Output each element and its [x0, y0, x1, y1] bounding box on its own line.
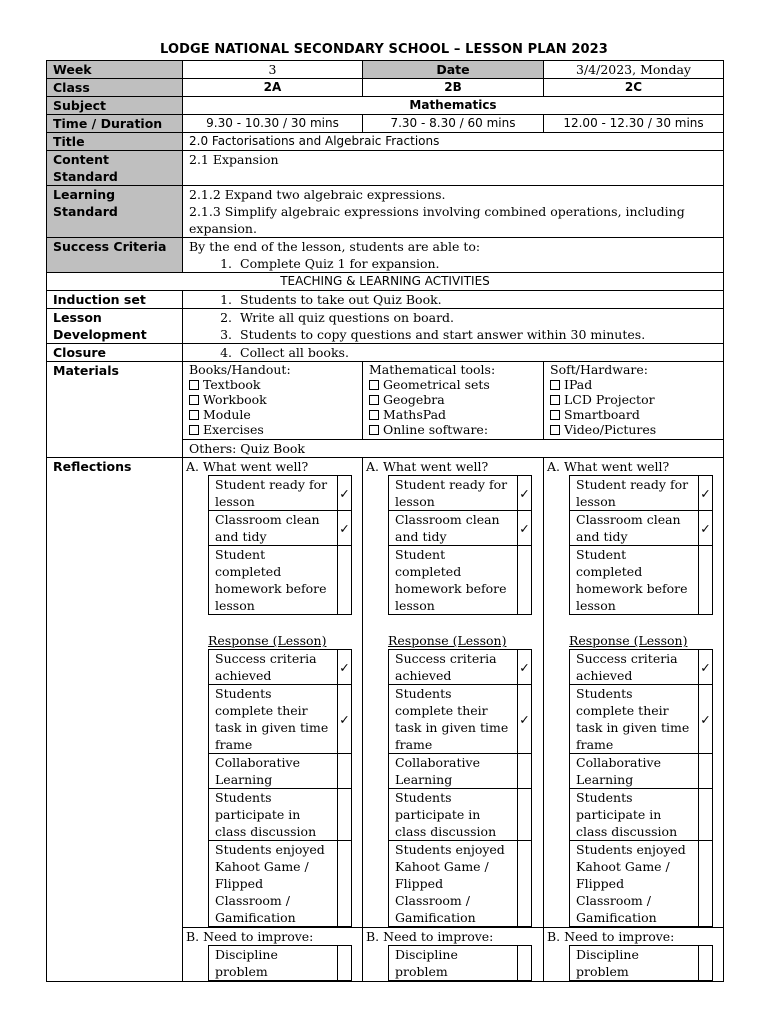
went-well-item: Student ready for lesson: [209, 476, 338, 511]
success-criteria-value: [183, 238, 724, 273]
table-row: [209, 476, 352, 511]
hardware-option: [550, 392, 717, 407]
table-row: [389, 650, 532, 685]
hardware-heading: Soft/Hardware:: [550, 362, 649, 377]
went-well-item: Student completed homework before lesson: [570, 546, 699, 615]
table-row: [389, 546, 532, 615]
checkbox-label: Geometrical sets: [383, 377, 490, 392]
checkbox-label: MathsPad: [383, 407, 447, 422]
check-cell[interactable]: [518, 650, 532, 685]
checkbox-label: Online software:: [383, 422, 489, 437]
checkbox-label: Smartboard: [564, 407, 640, 422]
hardware-option: [550, 407, 717, 422]
check-cell[interactable]: [518, 511, 532, 546]
went-well-table: [569, 475, 713, 615]
table-row: [209, 650, 352, 685]
checkbox[interactable]: [550, 395, 560, 405]
learning-standard-row: [47, 186, 724, 238]
development-label: Lesson Development: [47, 309, 183, 344]
development-list: [189, 309, 717, 343]
lesson-plan-table: [46, 60, 724, 982]
table-row: [209, 754, 352, 789]
response-item: Collaborative Learning: [389, 754, 518, 789]
table-row: [209, 789, 352, 841]
table-row: [389, 841, 532, 927]
materials-label: Materials: [47, 362, 183, 458]
table-row: [209, 841, 352, 927]
activities-header-row: [47, 273, 724, 291]
development-value: [183, 309, 724, 344]
check-icon: ✓: [700, 711, 711, 727]
reflections-label: Reflections: [47, 458, 183, 982]
closure-list: [189, 344, 717, 361]
check-cell[interactable]: [518, 789, 532, 841]
math-tools-option: [369, 422, 537, 437]
development-item: 3. Students to copy questions and start answer within 30 minutes.: [236, 326, 717, 343]
checkbox[interactable]: [189, 425, 199, 435]
response-item: Success criteria achieved: [570, 650, 699, 685]
checkbox[interactable]: [189, 410, 199, 420]
response-table: [208, 649, 352, 927]
title-row: [47, 133, 724, 151]
check-cell[interactable]: [518, 946, 532, 981]
reflections-column-2c: [544, 458, 724, 982]
document-title: LODGE NATIONAL SECONDARY SCHOOL – LESSON PLAN 2023: [160, 42, 608, 57]
check-icon: ✓: [519, 659, 530, 675]
reflections-column-2b: [363, 458, 544, 982]
check-cell[interactable]: [338, 476, 352, 511]
table-row: [209, 946, 352, 981]
went-well-item: Student ready for lesson: [570, 476, 699, 511]
response-item: Students enjoyed Kahoot Game / Flipped Classroom / Gamification: [389, 841, 518, 927]
date-value: 3/4/2023, Monday: [544, 61, 724, 79]
check-cell[interactable]: [699, 841, 713, 927]
check-icon: ✓: [700, 659, 711, 675]
checkbox[interactable]: [550, 410, 560, 420]
check-cell[interactable]: [338, 946, 352, 981]
check-cell[interactable]: [518, 685, 532, 754]
closure-value: [183, 344, 724, 362]
materials-books: [183, 362, 363, 440]
check-cell[interactable]: [338, 841, 352, 927]
subject-value: Mathematics: [183, 97, 724, 115]
went-well-item: Classroom clean and tidy: [209, 511, 338, 546]
check-cell[interactable]: [699, 546, 713, 615]
checkbox-label: Exercises: [203, 422, 264, 437]
checkbox[interactable]: [369, 425, 379, 435]
math-tools-option: [369, 377, 537, 392]
response-item: Collaborative Learning: [209, 754, 338, 789]
went-well-table: [388, 475, 532, 615]
check-icon: ✓: [339, 485, 350, 501]
time-2b: 7.30 - 8.30 / 60 mins: [363, 115, 544, 133]
response-item: Students participate in class discussion: [570, 789, 699, 841]
success-criteria-list: [189, 255, 717, 272]
books-heading: Books/Handout:: [189, 362, 291, 377]
subject-row: [47, 97, 724, 115]
class-2b: 2B: [363, 79, 544, 97]
went-well-item: Classroom clean and tidy: [389, 511, 518, 546]
response-item: Students enjoyed Kahoot Game / Flipped Classroom / Gamification: [570, 841, 699, 927]
check-cell[interactable]: [699, 789, 713, 841]
table-row: [389, 685, 532, 754]
reflections-column-2a: [183, 458, 363, 982]
response-item: Students participate in class discussion: [209, 789, 338, 841]
math-tools-heading: Mathematical tools:: [369, 362, 496, 377]
induction-label: Induction set: [47, 291, 183, 309]
induction-list: [189, 291, 717, 308]
improve-table: [208, 945, 352, 981]
lesson-title-label: Title: [47, 133, 183, 151]
response-item: Students complete their task in given time frame: [209, 685, 338, 754]
improve-item: Discipline problem: [389, 946, 518, 981]
checkbox[interactable]: [550, 380, 560, 390]
checkbox-label: Textbook: [203, 377, 261, 392]
table-row: [209, 546, 352, 615]
induction-value: [183, 291, 724, 309]
response-table: [569, 649, 713, 927]
check-cell[interactable]: [338, 754, 352, 789]
check-cell[interactable]: [699, 511, 713, 546]
closure-label: Closure: [47, 344, 183, 362]
went-well-item: Student completed homework before lesson: [389, 546, 518, 615]
class-row: [47, 79, 724, 97]
learning-standard-item: 2.1.2 Expand two algebraic expressions.: [189, 187, 446, 202]
table-row: [570, 841, 713, 927]
table-row: [570, 511, 713, 546]
checkbox-label: Geogebra: [383, 392, 445, 407]
check-cell[interactable]: [518, 546, 532, 615]
time-2a: 9.30 - 10.30 / 30 mins: [183, 115, 363, 133]
content-standard-row: [47, 151, 724, 186]
subject-label: Subject: [47, 97, 183, 115]
table-row: [389, 476, 532, 511]
check-cell[interactable]: [699, 476, 713, 511]
went-well-item: Student completed homework before lesson: [209, 546, 338, 615]
math-tools-option: [369, 407, 537, 422]
checkbox-label: IPad: [564, 377, 593, 392]
table-row: [570, 476, 713, 511]
checkbox[interactable]: [550, 425, 560, 435]
learning-standard-label: Learning Standard: [47, 186, 183, 238]
week-label: Week: [47, 61, 183, 79]
check-icon: ✓: [339, 711, 350, 727]
check-cell[interactable]: [699, 685, 713, 754]
response-heading: Response (Lesson): [208, 633, 327, 648]
check-cell[interactable]: [338, 789, 352, 841]
improve-heading: B. Need to improve:: [547, 929, 675, 944]
response-heading: Response (Lesson): [569, 633, 688, 648]
learning-standard-item: 2.1.3 Simplify algebraic expressions involving combined operations, including expansion.: [189, 204, 685, 236]
date-label: Date: [363, 61, 544, 79]
went-well-item: Classroom clean and tidy: [570, 511, 699, 546]
response-item: Students participate in class discussion: [389, 789, 518, 841]
improve-heading: B. Need to improve:: [186, 929, 314, 944]
hardware-option: [550, 422, 717, 437]
induction-item: 1. Students to take out Quiz Book.: [236, 291, 717, 308]
checkbox-label: Video/Pictures: [564, 422, 657, 437]
checkbox[interactable]: [189, 380, 199, 390]
content-standard-value: 2.1 Expansion: [183, 151, 724, 186]
class-2a: 2A: [183, 79, 363, 97]
check-icon: ✓: [339, 520, 350, 536]
check-cell[interactable]: [699, 946, 713, 981]
check-icon: ✓: [339, 659, 350, 675]
improve-item: Discipline problem: [209, 946, 338, 981]
checkbox[interactable]: [189, 395, 199, 405]
week-value: 3: [183, 61, 363, 79]
lesson-title-value: 2.0 Factorisations and Algebraic Fractions: [183, 133, 724, 151]
table-row: [209, 511, 352, 546]
check-icon: ✓: [700, 520, 711, 536]
table-row: [570, 754, 713, 789]
hardware-option: [550, 377, 717, 392]
check-cell[interactable]: [518, 841, 532, 927]
week-row: [47, 61, 724, 79]
table-row: [570, 946, 713, 981]
improve-table: [569, 945, 713, 981]
materials-hardware: [544, 362, 724, 440]
table-row: [389, 789, 532, 841]
development-item: 2. Write all quiz questions on board.: [236, 309, 717, 326]
induction-row: [47, 291, 724, 309]
table-row: [389, 511, 532, 546]
development-row: [47, 309, 724, 344]
response-item: Success criteria achieved: [209, 650, 338, 685]
response-item: Students enjoyed Kahoot Game / Flipped Classroom / Gamification: [209, 841, 338, 927]
reflections-row: [47, 458, 724, 982]
check-cell[interactable]: [338, 546, 352, 615]
went-well-heading: A. What went well?: [186, 459, 309, 474]
books-option: [189, 422, 356, 437]
check-cell[interactable]: [338, 650, 352, 685]
checkbox[interactable]: [369, 395, 379, 405]
closure-row: [47, 344, 724, 362]
improve-table: [388, 945, 532, 981]
checkbox-label: LCD Projector: [564, 392, 655, 407]
check-icon: ✓: [700, 485, 711, 501]
checkbox-label: Module: [203, 407, 251, 422]
content-standard-label: Content Standard: [47, 151, 183, 186]
check-cell[interactable]: [338, 511, 352, 546]
response-heading: Response (Lesson): [388, 633, 507, 648]
success-criteria-row: [47, 238, 724, 273]
went-well-item: Student ready for lesson: [389, 476, 518, 511]
checkbox-label: Workbook: [203, 392, 267, 407]
improve-item: Discipline problem: [570, 946, 699, 981]
time-row: [47, 115, 724, 133]
went-well-table: [208, 475, 352, 615]
table-row: [570, 789, 713, 841]
response-item: Success criteria achieved: [389, 650, 518, 685]
books-option: [189, 392, 356, 407]
time-label: Time / Duration: [47, 115, 183, 133]
table-row: [570, 650, 713, 685]
checkbox[interactable]: [369, 380, 379, 390]
materials-math-tools: [363, 362, 544, 440]
success-criteria-label: Success Criteria: [47, 238, 183, 273]
check-cell[interactable]: [518, 476, 532, 511]
class-label: Class: [47, 79, 183, 97]
response-item: Students complete their task in given time frame: [570, 685, 699, 754]
went-well-heading: A. What went well?: [366, 459, 489, 474]
improve-heading: B. Need to improve:: [366, 929, 494, 944]
check-icon: ✓: [519, 520, 530, 536]
table-row: [389, 946, 532, 981]
response-table: [388, 649, 532, 927]
response-item: Students complete their task in given time frame: [389, 685, 518, 754]
check-cell[interactable]: [699, 754, 713, 789]
check-cell[interactable]: [699, 650, 713, 685]
materials-others: Others: Quiz Book: [183, 440, 724, 458]
response-item: Collaborative Learning: [570, 754, 699, 789]
table-row: [570, 546, 713, 615]
books-option: [189, 407, 356, 422]
table-row: [209, 685, 352, 754]
class-2c: 2C: [544, 79, 724, 97]
math-tools-option: [369, 392, 537, 407]
success-criteria-intro: By the end of the lesson, students are able to:: [189, 239, 481, 254]
check-cell[interactable]: [518, 754, 532, 789]
closure-item: 4. Collect all books.: [236, 344, 717, 361]
went-well-heading: A. What went well?: [547, 459, 670, 474]
check-icon: ✓: [519, 485, 530, 501]
table-row: [570, 685, 713, 754]
books-option: [189, 377, 356, 392]
materials-row: [47, 362, 724, 440]
success-criteria-item: 1. Complete Quiz 1 for expansion.: [236, 255, 717, 272]
learning-standard-value: [183, 186, 724, 238]
check-icon: ✓: [519, 711, 530, 727]
check-cell[interactable]: [338, 685, 352, 754]
time-2c: 12.00 - 12.30 / 30 mins: [544, 115, 724, 133]
activities-header: TEACHING & LEARNING ACTIVITIES: [47, 273, 724, 291]
checkbox[interactable]: [369, 410, 379, 420]
table-row: [389, 754, 532, 789]
